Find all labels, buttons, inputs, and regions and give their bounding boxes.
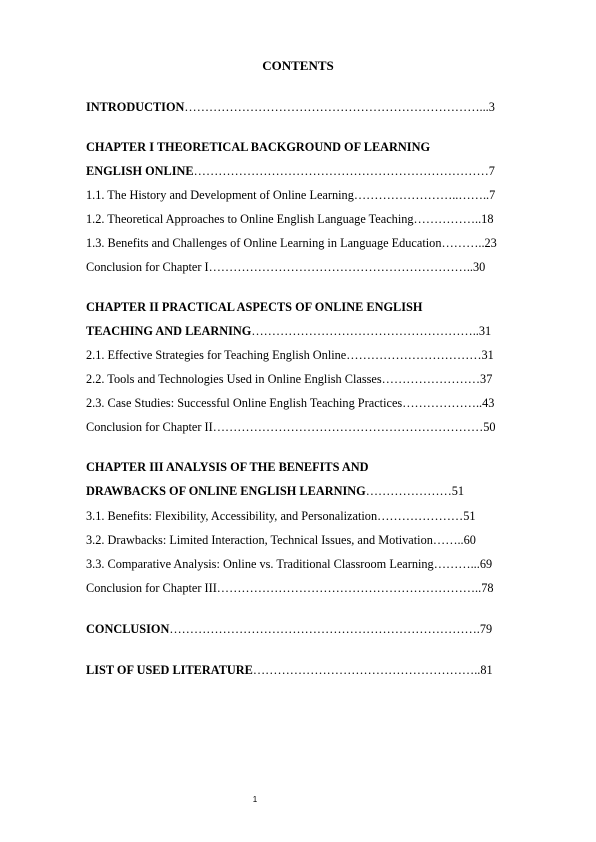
toc-entry-title: CONCLUSION bbox=[86, 622, 170, 636]
toc-entry-2-3 bbox=[86, 395, 494, 411]
toc-dot-leader: ……………………..…….. bbox=[353, 188, 490, 202]
toc-chapter-3-heading-cont bbox=[86, 483, 464, 499]
toc-entry-title: 3.2. Drawbacks: Limited Interaction, Technical Issues, and Motivation bbox=[86, 533, 433, 547]
toc-entry-title: Conclusion for Chapter III bbox=[86, 581, 217, 595]
toc-entry-title: 3.1. Benefits: Flexibility, Accessibility, and Personalization bbox=[86, 509, 378, 523]
toc-chapter-2-heading-cont bbox=[86, 323, 491, 339]
toc-entry-title: Conclusion for Chapter II bbox=[86, 420, 213, 434]
toc-entry-1-3 bbox=[86, 235, 497, 251]
toc-entry-conclusion-2 bbox=[86, 419, 496, 435]
toc-dot-leader: ……………………………………………………….. bbox=[216, 581, 482, 595]
toc-dot-leader: …………….. bbox=[413, 212, 482, 226]
toc-page-number: 43 bbox=[482, 396, 495, 410]
toc-entry-title: 1.2. Theoretical Approaches to Online English Language Teaching bbox=[86, 212, 414, 226]
toc-page-number: 60 bbox=[463, 533, 476, 547]
toc-entry-title: 2.1. Effective Strategies for Teaching English Online bbox=[86, 348, 347, 362]
toc-dot-leader: ………………………………………………………………... bbox=[184, 100, 489, 114]
toc-entry-title: CHAPTER I THEORETICAL BACKGROUND OF LEARNING bbox=[86, 140, 431, 154]
toc-page-number: 50 bbox=[483, 420, 496, 434]
toc-page-number: 78 bbox=[481, 581, 494, 595]
toc-entry-title: 2.3. Case Studies: Successful Online English Teaching Practices bbox=[86, 396, 403, 410]
toc-entry-title: ENGLISH ONLINE bbox=[86, 164, 194, 178]
toc-entry-2-1 bbox=[86, 347, 494, 363]
toc-dot-leader: ……………………………………………….. bbox=[251, 324, 479, 338]
toc-page-number: 81 bbox=[480, 663, 493, 677]
toc-entry-title: 1.1. The History and Development of Online Learning bbox=[86, 188, 354, 202]
toc-entry-conclusion bbox=[86, 621, 492, 637]
toc-page-number: 7 bbox=[489, 188, 496, 202]
toc-dot-leader: ……………………………………………………………… bbox=[193, 164, 489, 178]
toc-dot-leader: …………………… bbox=[381, 372, 481, 386]
toc-dot-leader: …………………………………………………………………. bbox=[169, 622, 480, 636]
toc-entry-3-2 bbox=[86, 532, 476, 548]
toc-page-number: 31 bbox=[481, 348, 494, 362]
toc-dot-leader: ………………… bbox=[365, 484, 452, 498]
toc-entry-introduction bbox=[86, 99, 495, 115]
toc-page-number: 69 bbox=[479, 557, 493, 571]
toc-entry-title: 3.3. Comparative Analysis: Online vs. Traditional Classroom Learning bbox=[86, 557, 434, 571]
toc-entry-3-3 bbox=[86, 556, 492, 572]
toc-chapter-1-heading-cont bbox=[86, 163, 495, 179]
toc-entry-conclusion-1 bbox=[86, 259, 485, 275]
toc-dot-leader: ……………………………………………….. bbox=[252, 663, 481, 677]
toc-page-number: 3 bbox=[488, 100, 495, 114]
toc-entry-title: CHAPTER II PRACTICAL ASPECTS OF ONLINE ENGLISH bbox=[86, 300, 423, 314]
toc-page-number: 23 bbox=[484, 236, 497, 250]
toc-entry-title: INTRODUCTION bbox=[86, 100, 185, 114]
toc-entry-title: LIST OF USED LITERATURE bbox=[86, 663, 253, 677]
toc-page-number: 7 bbox=[488, 164, 495, 178]
toc-chapter-1-heading bbox=[86, 139, 430, 155]
toc-entry-title: DRAWBACKS OF ONLINE ENGLISH LEARNING bbox=[86, 484, 366, 498]
toc-chapter-3-heading bbox=[86, 459, 368, 475]
toc-dot-leader: …….. bbox=[432, 533, 464, 547]
toc-entry-title: TEACHING AND LEARNING bbox=[86, 324, 252, 338]
toc-dot-leader: ………………… bbox=[377, 509, 464, 523]
toc-page-number: 30 bbox=[473, 260, 486, 274]
toc-page-number: 31 bbox=[478, 324, 492, 338]
toc-dot-leader: ………... bbox=[433, 557, 480, 571]
toc-entry-3-1 bbox=[86, 508, 475, 524]
footer-page-number: 1 bbox=[252, 795, 258, 804]
toc-page-number: 51 bbox=[463, 509, 476, 523]
toc-dot-leader: ………………………………………………………… bbox=[212, 420, 484, 434]
toc-entry-conclusion-3 bbox=[86, 580, 493, 596]
toc-entry-title: 1.3. Benefits and Challenges of Online Learning in Language Education bbox=[86, 236, 442, 250]
contents-heading: CONTENTS bbox=[262, 58, 334, 73]
toc-page-number: 37 bbox=[480, 372, 493, 386]
toc-page-number: 79 bbox=[479, 622, 493, 636]
toc-chapter-2-heading bbox=[86, 299, 422, 315]
toc-dot-leader: ……………………………………………………….. bbox=[208, 260, 473, 274]
toc-dot-leader: ……….. bbox=[441, 236, 485, 250]
toc-dot-leader: …………………………… bbox=[346, 348, 482, 362]
toc-page-number: 51 bbox=[451, 484, 465, 498]
toc-entry-1-2 bbox=[86, 211, 493, 227]
toc-entry-1-1 bbox=[86, 187, 495, 203]
toc-entry-literature bbox=[86, 662, 493, 678]
toc-entry-title: Conclusion for Chapter I bbox=[86, 260, 209, 274]
toc-entry-title: CHAPTER III ANALYSIS OF THE BENEFITS AND bbox=[86, 460, 369, 474]
toc-entry-2-2 bbox=[86, 371, 492, 387]
toc-dot-leader: ……………….. bbox=[402, 396, 483, 410]
toc-page-number: 18 bbox=[481, 212, 494, 226]
toc-entry-title: 2.2. Tools and Technologies Used in Online English Classes bbox=[86, 372, 382, 386]
